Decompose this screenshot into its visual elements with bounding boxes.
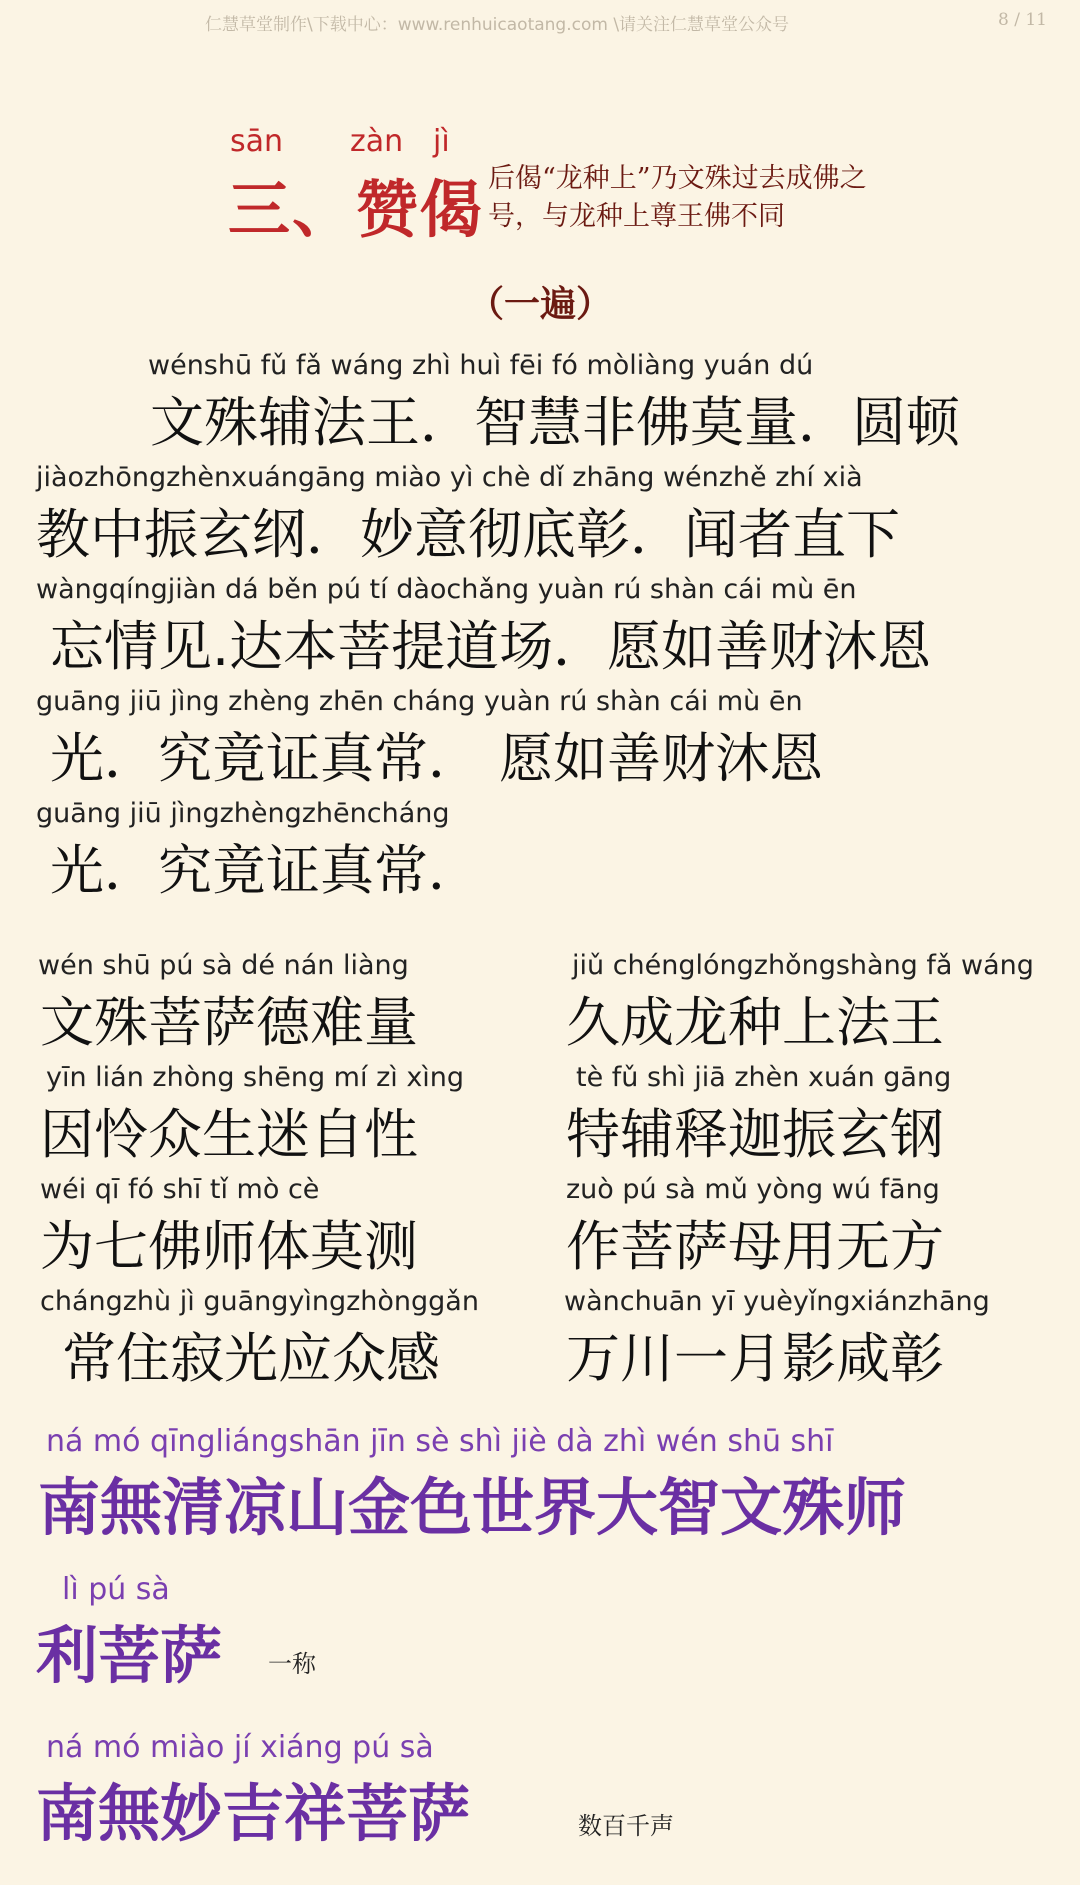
verse-couplet <box>0 1286 1080 1396</box>
title-pinyin: zàn <box>350 124 404 159</box>
verse-pinyin: wàngqíngjiàn dá běn pú tí dàochǎng yuàn rú shàn cái mù ēn <box>36 574 857 605</box>
verse-text-left: 为七佛师体莫测 <box>40 1215 418 1278</box>
verse-pinyin-right: zuò pú sà mǔ yòng wú fāng <box>566 1174 940 1205</box>
invocation-pinyin: lì pú sà <box>62 1572 170 1607</box>
verse-text: 光．究竟证真常． 愿如善财沐恩 <box>50 727 824 790</box>
verse-pinyin: guāng jiū jìngzhèngzhēncháng <box>36 798 450 829</box>
title-pinyin: sān <box>230 124 284 159</box>
verse-line <box>0 686 1080 796</box>
verse-text-left: 文殊菩萨德难量 <box>40 991 418 1054</box>
invocation-text: 利菩萨 <box>36 1619 223 1692</box>
verse-text: 文殊辅法王．智慧非佛莫量．圆顿 <box>150 391 960 454</box>
repeat-count: （一遍） <box>467 283 612 325</box>
verse-text-right: 万川一月影咸彰 <box>566 1327 944 1390</box>
verse-text-right: 特辅释迦振玄钢 <box>566 1103 944 1166</box>
verse-couplet <box>0 950 1080 1060</box>
verse-pinyin: guāng jiū jìng zhèng zhēn cháng yuàn rú shàn cái mù ēn <box>36 686 803 717</box>
verse-text-right: 作菩萨母用无方 <box>566 1215 944 1278</box>
verse-text: 忘情见.达本菩提道场．愿如善财沐恩 <box>50 615 932 678</box>
invocation-pinyin: ná mó miào jí xiáng pú sà <box>46 1730 434 1765</box>
invocation-pinyin: ná mó qīngliángshān jīn sè shì jiè dà zhì wén shū shī <box>46 1424 834 1459</box>
verse-pinyin-right: jiǔ chénglóngzhǒngshàng fǎ wáng <box>572 950 1034 981</box>
verse-text: 光．究竟证真常． <box>50 839 482 902</box>
verse-pinyin-right: tè fǔ shì jiā zhèn xuán gāng <box>576 1062 952 1093</box>
verse-line <box>0 350 1080 460</box>
invocation-line <box>0 1730 1080 1860</box>
verse-pinyin-left: wéi qī fó shī tǐ mò cè <box>40 1174 320 1205</box>
verse-line <box>0 798 1080 908</box>
verse-text: 教中振玄纲．妙意彻底彰．闻者直下 <box>36 503 900 566</box>
title-note: 后偈“龙种上”乃文殊过去成佛之号，与龙种上尊王佛不同 <box>488 163 867 232</box>
verse-pinyin-right: wànchuān yī yuèyǐngxiánzhāng <box>564 1286 990 1317</box>
invocation-line <box>0 1572 1080 1702</box>
verse-text-right: 久成龙种上法王 <box>566 991 944 1054</box>
invocation-text: 南無清凉山金色世界大智文殊师 <box>38 1471 907 1544</box>
invocation-note: 数百千声 <box>578 1812 674 1840</box>
verse-couplet <box>0 1174 1080 1284</box>
verse-pinyin-left: yīn lián zhòng shēng mí zì xìng <box>46 1062 465 1093</box>
verse-pinyin-left: chángzhù jì guāngyìngzhònggǎn <box>40 1286 479 1317</box>
verse-text-left: 因怜众生迷自性 <box>40 1103 418 1166</box>
verse-pinyin-left: wén shū pú sà dé nán liàng <box>38 950 409 981</box>
invocation-line <box>0 1424 1080 1554</box>
header-text: 仁慧草堂制作\下载中心：www.renhuicaotang.com \请关注仁慧草堂公众号 <box>205 15 790 35</box>
verse-couplet <box>0 1062 1080 1172</box>
verse-line <box>0 574 1080 684</box>
page-number: 8 / 11 <box>998 10 1047 30</box>
verse-line <box>0 462 1080 572</box>
verse-text-left: 常住寂光应众感 <box>62 1327 440 1390</box>
invocation-note: 一称 <box>268 1650 316 1678</box>
title-text: 三、赞偈 <box>228 173 485 246</box>
title-pinyin: jì <box>433 124 450 159</box>
invocation-text: 南無妙吉祥菩萨 <box>36 1777 471 1850</box>
verse-pinyin: wénshū fǔ fǎ wáng zhì huì fēi fó mòliàng yuán dú <box>148 350 814 381</box>
verse-pinyin: jiàozhōngzhènxuángāng miào yì chè dǐ zhāng wénzhě zhí xià <box>36 462 863 493</box>
page-header <box>0 8 1080 38</box>
